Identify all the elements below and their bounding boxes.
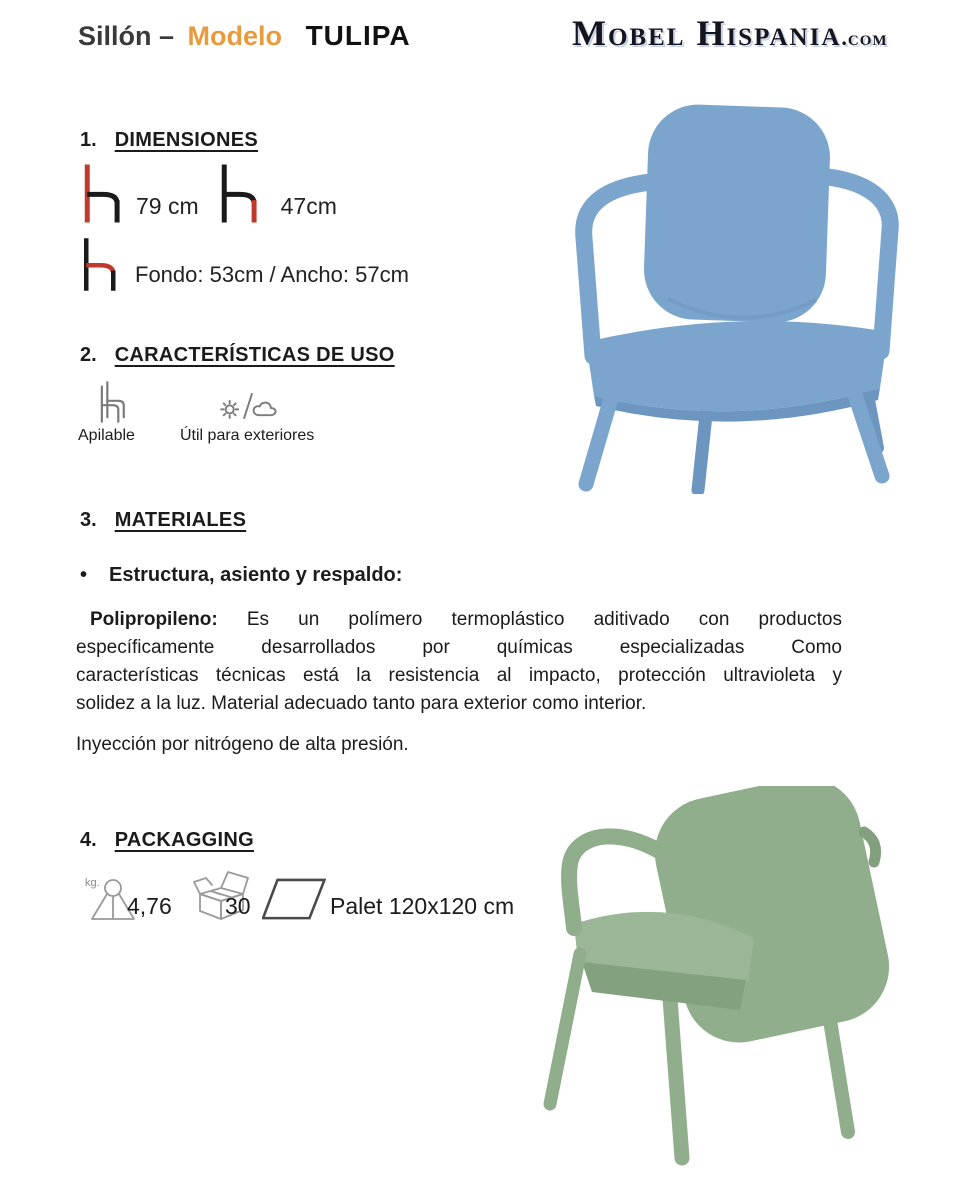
- stackable-label: Apilable: [78, 427, 135, 444]
- brand-logo: [572, 12, 888, 54]
- weight-value: 4,76: [127, 893, 172, 919]
- total-height-value: 79 cm: [136, 193, 199, 219]
- depth-width-value: Fondo: 53cm / Ancho: 57cm: [135, 262, 409, 287]
- section-title: DIMENSIONES: [114, 129, 259, 151]
- weight-unit-label: kg.: [85, 877, 100, 889]
- outdoor-label: Útil para exteriores: [180, 427, 315, 444]
- bullet-heading-text: Estructura, asiento y respaldo:: [109, 564, 403, 586]
- section-heading-packaging: [80, 829, 254, 852]
- product-photo-blue-chair: [548, 96, 916, 494]
- units-per-box-value: 30: [225, 893, 251, 919]
- paragraph-line: características técnicas está la resistencia al impacto, protección ultravioleta y: [76, 665, 842, 686]
- stackable-chairs-icon: [93, 380, 137, 426]
- seat-height-chair-icon: [215, 162, 265, 225]
- pallet-icon: [262, 876, 326, 920]
- section-number: 2.: [80, 344, 97, 366]
- product-photo-green-chair: [516, 786, 944, 1198]
- paragraph-text: Es un polímero termoplástico aditivado con productos: [246, 609, 842, 630]
- bullet-marker: •: [80, 564, 88, 586]
- page-title: [78, 20, 411, 52]
- materials-bullet-heading: [80, 564, 402, 587]
- seat-height-value: 47cm: [280, 193, 337, 219]
- paragraph-line: específicamente desarrollados por químicas especializadas Como: [76, 637, 842, 658]
- title-model-name: TULIPA: [305, 20, 411, 51]
- section-title: CARACTERÍSTICAS DE USO: [114, 344, 395, 366]
- total-height-chair-icon: [78, 162, 128, 225]
- section-heading-usage: [80, 344, 395, 367]
- dimension-depth-row: [78, 236, 409, 293]
- materials-paragraph: [76, 606, 842, 718]
- brand-logo-suffix: .com: [841, 25, 888, 50]
- dimension-heights-row: [78, 162, 337, 225]
- section-heading-materials: [80, 509, 246, 532]
- section-number: 4.: [80, 829, 97, 851]
- pallet-size-label: Palet 120x120 cm: [330, 893, 515, 919]
- section-number: 1.: [80, 129, 97, 151]
- paragraph-line: [76, 606, 842, 634]
- material-name-bold: Polipropileno:: [90, 609, 218, 630]
- section-title: MATERIALES: [114, 509, 247, 531]
- section-number: 3.: [80, 509, 97, 531]
- section-title: PACKAGGING: [114, 829, 254, 851]
- title-product: Sillón –: [78, 21, 175, 51]
- depth-chair-icon: [78, 236, 123, 293]
- title-model-label: Modelo: [187, 21, 283, 51]
- outdoor-sun-cloud-icon: [220, 390, 278, 422]
- injection-note: Inyección por nitrógeno de alta presión.: [76, 734, 409, 755]
- brand-logo-text: Mobel Hispania: [572, 13, 842, 53]
- paragraph-line: solidez a la luz. Material adecuado tanto para exterior como interior.: [76, 693, 647, 714]
- section-heading-dimensions: [80, 129, 258, 152]
